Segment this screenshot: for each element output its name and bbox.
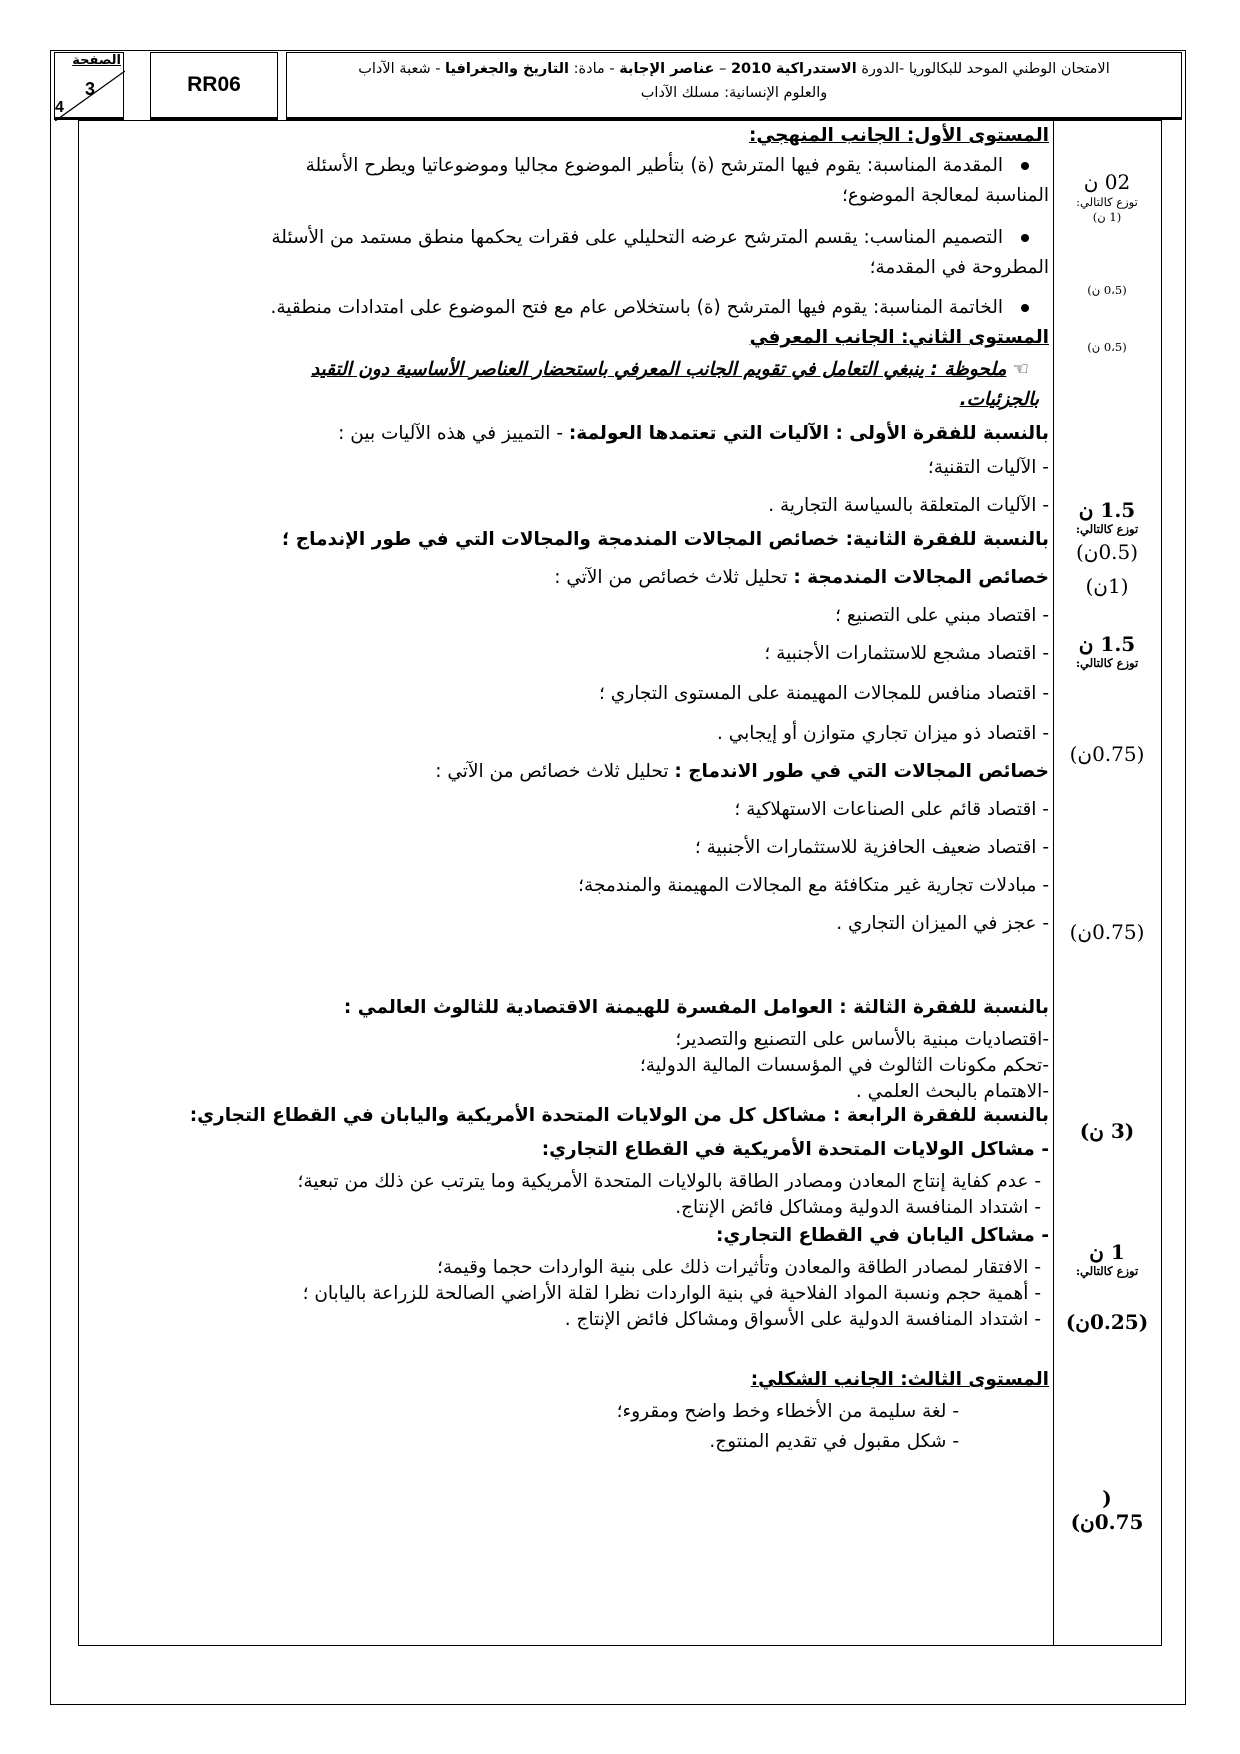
header-branch: - شعبة الآداب xyxy=(358,61,441,77)
header-subject-label: - مادة: xyxy=(573,61,615,77)
japan-item-2: - أهمية حجم ونسبة المواد الفلاحية في بنية الواردات نظرا لقلة الأراضي الصالحة للزراعة باليابان ؛ xyxy=(302,1283,1041,1304)
usa-item-2: - اشتداد المنافسة الدولية ومشاكل فائض الإنتاج. xyxy=(675,1197,1041,1218)
level3-title: المستوى الثالث: الجانب الشكلي: xyxy=(750,1369,1049,1390)
conclusion-item xyxy=(270,294,1029,322)
emerging-intro: تحليل ثلاث خصائص من الآتي : xyxy=(435,761,675,782)
integrated-item-1: - اقتصاد مبني على التصنيع ؛ xyxy=(835,605,1049,626)
points-para4: 1 ن xyxy=(1089,1240,1125,1264)
emerging-item-4: - عجز في الميزان التجاري . xyxy=(836,913,1049,934)
header-exam-name: الامتحان الوطني الموحد للبكالوريا -الدورة xyxy=(861,61,1110,77)
japan-item-3: - اشتداد المنافسة الدولية على الأسواق ومشاكل فائض الإنتاج . xyxy=(564,1309,1041,1330)
para4-title: بالنسبة للفقرة الرابعة : مشاكل كل من الولايات المتحدة الأمريكية واليابان في القطاع التجاري: xyxy=(189,1105,1049,1126)
form-item-2: - شكل مقبول في تقديم المنتوج. xyxy=(709,1431,959,1452)
points-para1-a: (0.5ن) xyxy=(1075,540,1139,564)
note-text-1: ملحوظة : ينبغي التعامل في تقويم الجانب المعرفي باستحضار العناصر الأساسية دون التقيد xyxy=(310,359,1007,380)
para1-item-1: - الآليات التقنية؛ xyxy=(927,457,1049,478)
points-column-divider xyxy=(1053,120,1054,1646)
integrated-heading xyxy=(554,564,1049,592)
japan-item-1: - الافتقار لمصادر الطاقة والمعادن وتأثيرات ذلك على بنية الواردات حجما وقيمة؛ xyxy=(437,1257,1041,1278)
points-para1-distribution: توزع كالتالي: xyxy=(1075,522,1139,536)
points-design: (0،5 ن) xyxy=(1087,283,1127,297)
header-session: الاستدراكية xyxy=(775,61,857,77)
page-total: 4 xyxy=(55,99,64,116)
page-number: 3 xyxy=(85,79,96,99)
emerging-title: خصائص المجالات التي في طور الاندماج : xyxy=(674,761,1049,782)
header-title-line1 xyxy=(295,57,1173,81)
points-para1-b: (1ن) xyxy=(1085,574,1129,598)
bullet-icon xyxy=(1021,162,1029,170)
para3-item-2: -تحكم مكونات الثالوث في المؤسسات المالية الدولية؛ xyxy=(639,1055,1049,1076)
para3-item-3: -الاهتمام بالبحث العلمي . xyxy=(855,1081,1049,1102)
page-indicator xyxy=(54,52,124,120)
points-level3: 0.75ن) xyxy=(1070,1510,1144,1534)
design-text-2: المطروحة في المقدمة؛ xyxy=(869,257,1049,278)
points-para4-a: (0.25ن) xyxy=(1065,1310,1149,1334)
usa-title: - مشاكل الولايات المتحدة الأمريكية في القطاع التجاري: xyxy=(541,1139,1049,1160)
note-text-2: بالجزئيات. xyxy=(959,389,1039,410)
header-title-line2: والعلوم الإنسانية: مسلك الآداب xyxy=(640,85,828,101)
header-year: 2010 xyxy=(730,61,772,77)
note-line-1 xyxy=(311,356,1029,384)
conclusion-text: الخاتمة المناسبة: يقوم فيها المترشح (ة) باستخلاص عام مع فتح الموضوع على امتدادات منطقية. xyxy=(270,297,1003,318)
intro-item xyxy=(306,152,1029,180)
integrated-item-2: - اقتصاد مشجع للاستثمارات الأجنبية ؛ xyxy=(764,643,1049,664)
design-item xyxy=(271,224,1029,252)
points-level1: 02 ن xyxy=(1083,170,1131,194)
integrated-item-4: - اقتصاد ذو ميزان تجاري متوازن أو إيجابي . xyxy=(716,723,1049,744)
emerging-item-1: - اقتصاد قائم على الصناعات الاستهلاكية ؛ xyxy=(734,799,1049,820)
integrated-title: خصائص المجالات المندمجة : xyxy=(793,567,1049,588)
header-answer-elements: عناصر الإجابة xyxy=(619,61,715,77)
points-para2: 1.5 ن xyxy=(1078,632,1136,656)
points-para3: (3 ن) xyxy=(1079,1119,1135,1143)
points-para1: 1.5 ن xyxy=(1078,498,1136,522)
para2-title: بالنسبة للفقرة الثانية: خصائص المجالات المندمجة والمجالات التي في طور الإندماج ؛ xyxy=(281,529,1049,550)
exam-header xyxy=(50,50,1186,123)
bullet-icon xyxy=(1021,304,1029,312)
page-label: الصفحة xyxy=(72,53,121,68)
para1-intro: - التمييز في هذه الآليات بين : xyxy=(338,423,569,444)
points-level3-open: ( xyxy=(1102,1486,1112,1510)
header-title xyxy=(286,52,1182,120)
design-text-1: التصميم المناسب: يقسم المترشح عرضه التحليلي على فقرات يحكمها منطق مستمد من الأسئلة xyxy=(271,227,1003,248)
integrated-intro: تحليل ثلاث خصائص من الآتي : xyxy=(554,567,794,588)
form-item-1: - لغة سليمة من الأخطاء وخط واضح ومقروء؛ xyxy=(616,1401,959,1422)
points-para2-integrated: (0.75ن) xyxy=(1069,742,1145,766)
intro-text-2: المناسبة لمعالجة الموضوع؛ xyxy=(841,185,1049,206)
para3-title: بالنسبة للفقرة الثالثة : العوامل المفسرة للهيمنة الاقتصادية للثالوث العالمي : xyxy=(343,997,1049,1018)
emerging-item-3: - مبادلات تجارية غير متكافئة مع المجالات المهيمنة والمندمجة؛ xyxy=(578,875,1049,896)
para3-item-1: -اقتصاديات مبنية بالأساس على التصنيع والتصدير؛ xyxy=(675,1029,1049,1050)
exam-code: RR06 xyxy=(150,52,278,120)
para1-item-2: - الآليات المتعلقة بالسياسة التجارية . xyxy=(768,495,1049,516)
usa-item-1: - عدم كفاية إنتاج المعادن ومصادر الطاقة بالولايات المتحدة الأمريكية وما يترتب عن ذلك من تبعية؛ xyxy=(297,1171,1041,1192)
intro-text-1: المقدمة المناسبة: يقوم فيها المترشح (ة) بتأطير الموضوع مجاليا وموضوعاتيا ويطرح الأسئلة xyxy=(305,155,1003,176)
japan-title: - مشاكل اليابان في القطاع التجاري: xyxy=(715,1225,1049,1246)
para1-heading xyxy=(338,420,1049,448)
bullet-icon xyxy=(1021,234,1029,242)
emerging-heading xyxy=(435,758,1049,786)
points-para4-distribution: توزع كالتالي: xyxy=(1075,1264,1139,1278)
integrated-item-3: - اقتصاد منافس للمجالات المهيمنة على المستوى التجاري ؛ xyxy=(599,683,1049,704)
points-para2-emerging: (0.75ن) xyxy=(1069,920,1145,944)
level1-title: المستوى الأول: الجانب المنهجي: xyxy=(748,125,1049,146)
points-intro: (1 ن) xyxy=(1092,210,1122,224)
level2-title: المستوى الثاني: الجانب المعرفي xyxy=(749,327,1049,348)
points-level1-distribution: توزع كالتالي: xyxy=(1076,195,1138,209)
para1-title: بالنسبة للفقرة الأولى : الآليات التي تعتمدها العولمة: xyxy=(568,423,1049,444)
points-para2-distribution: توزع كالتالي: xyxy=(1075,656,1139,670)
header-dash: – xyxy=(719,61,727,77)
emerging-item-2: - اقتصاد ضعيف الحافزية للاستثمارات الأجنبية ؛ xyxy=(694,837,1049,858)
points-conclusion: (0،5 ن) xyxy=(1087,340,1127,354)
pointing-hand-icon: ☜ xyxy=(1012,359,1029,380)
header-subject: التاريخ والجغرافيا xyxy=(445,61,570,77)
